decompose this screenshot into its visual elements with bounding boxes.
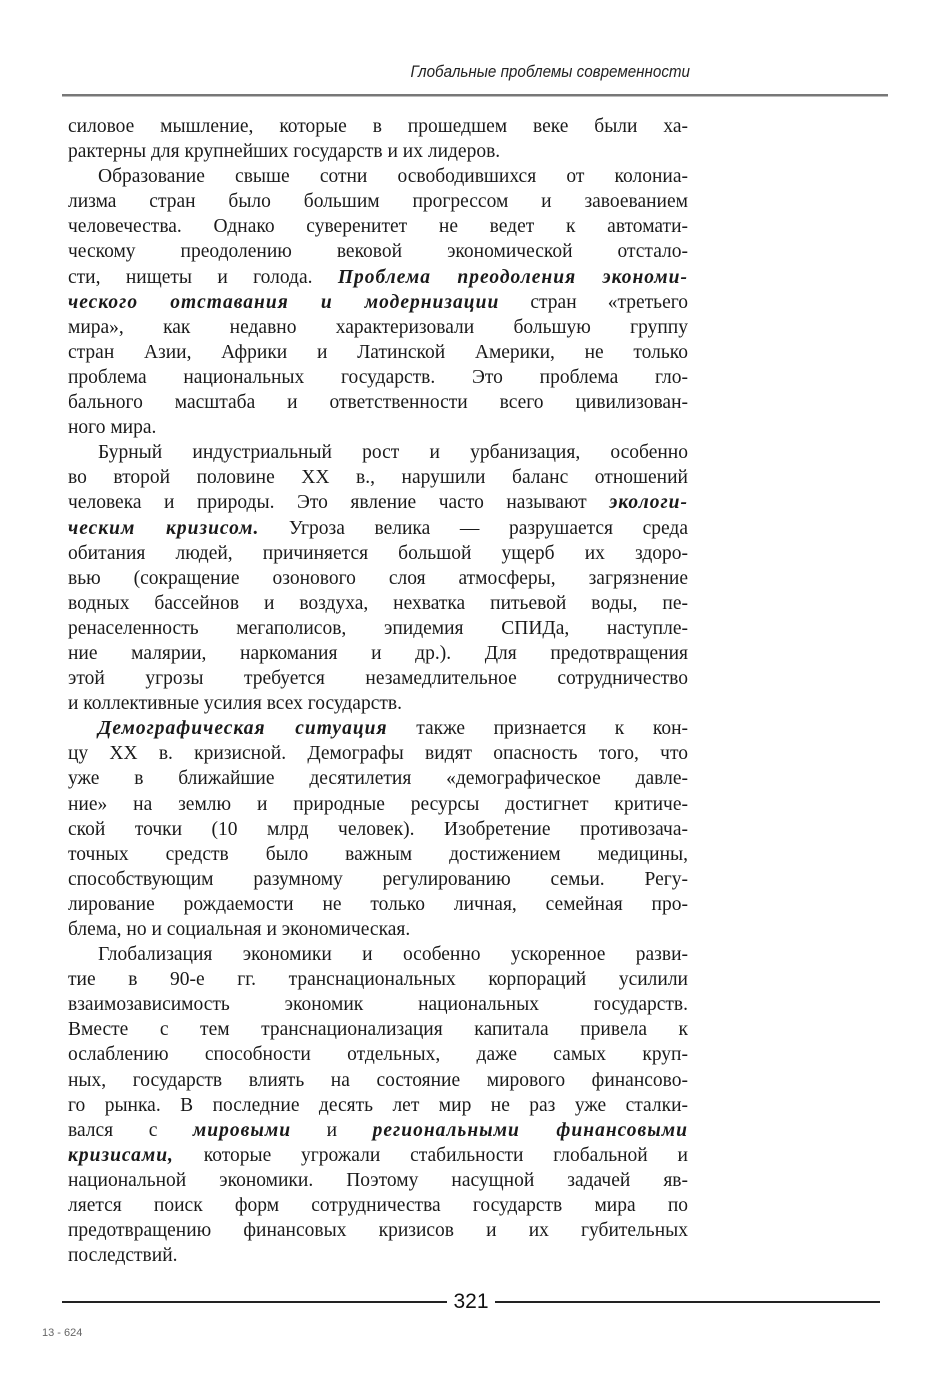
- text-span: во второй половине XX в., нарушили баланс отношений: [68, 467, 688, 489]
- text-span: ных, государств влиять на состояние мирового финансово-: [68, 1069, 688, 1091]
- text-line: [68, 1017, 688, 1042]
- emphasized-term: ческим кризисом.: [68, 517, 260, 539]
- text-line: [68, 766, 688, 791]
- paragraph: [68, 440, 688, 716]
- text-span: ного мира.: [68, 417, 157, 439]
- text-span: цу XX в. кризисной. Демографы видят опасность того, что: [68, 743, 688, 765]
- text-span: обитания людей, причиняется большой ущерб их здоро-: [68, 542, 688, 564]
- footer-rule-right: [495, 1301, 880, 1303]
- text-span: Угроза велика — разрушается среда: [259, 517, 688, 539]
- text-line: [68, 290, 688, 315]
- text-span: взаимозависимость экономик национальных государств.: [68, 994, 688, 1016]
- text-line: [68, 340, 688, 365]
- text-line: [68, 1042, 688, 1067]
- text-line: [68, 1243, 688, 1268]
- text-span: ской точки (10 млрд человек). Изобретение противозача-: [68, 818, 688, 840]
- text-span: точных средств было важным достижением медицины,: [68, 843, 688, 865]
- running-header: Глобальные проблемы современности: [410, 63, 690, 81]
- text-span: и: [291, 1119, 373, 1141]
- text-line: [68, 189, 688, 214]
- paragraph: [68, 164, 688, 440]
- text-span: мира», как недавно характеризовали большую группу: [68, 316, 688, 338]
- text-span: ние» на землю и природные ресурсы достигнет критиче-: [68, 793, 688, 815]
- text-span: предотвращению финансовых кризисов и их губительных: [68, 1220, 688, 1242]
- text-line: [68, 992, 688, 1017]
- text-span: вью (сокращение озонового слоя атмосферы, загрязнение: [68, 567, 688, 589]
- header-rule: [62, 94, 888, 97]
- text-line: [68, 490, 688, 515]
- text-line: [68, 817, 688, 842]
- text-line: [68, 1168, 688, 1193]
- text-span: рактерны для крупнейших государств и их лидеров.: [68, 141, 501, 163]
- text-span: лирование рождаемости не только личная, семейная про-: [68, 893, 688, 915]
- text-line: [68, 214, 688, 239]
- body-text: [68, 114, 688, 1268]
- text-line: [68, 415, 688, 440]
- emphasized-term: экологи-: [609, 492, 688, 514]
- text-span: сти, нищеты и голода.: [68, 266, 338, 288]
- text-line: [68, 1143, 688, 1168]
- text-span: бального масштаба и ответственности всего цивилизован-: [68, 392, 688, 414]
- text-span: силовое мышление, которые в прошедшем веке были ха-: [68, 116, 688, 137]
- text-line: [68, 716, 688, 741]
- text-line: [68, 139, 688, 164]
- text-line: [68, 1118, 688, 1143]
- emphasized-term: кризисами,: [68, 1144, 174, 1166]
- text-span: стран Азии, Африки и Латинской Америки, не только: [68, 341, 688, 363]
- paragraph: [68, 114, 688, 164]
- text-span: вался с: [68, 1119, 193, 1141]
- text-line: [68, 465, 688, 490]
- text-line: [68, 1068, 688, 1093]
- text-span: го рынка. В последние десять лет мир не раз уже сталки-: [68, 1094, 688, 1116]
- text-line: [68, 867, 688, 892]
- text-line: [68, 1193, 688, 1218]
- text-line: [68, 440, 688, 465]
- text-line: [68, 591, 688, 616]
- text-line: [68, 365, 688, 390]
- text-line: [68, 741, 688, 766]
- emphasized-term: мировыми: [192, 1119, 292, 1141]
- text-line: [68, 114, 688, 139]
- text-span: ренаселенность мегаполисов, эпидемия СПИДа, наступле-: [68, 617, 688, 639]
- text-span: Глобализация экономики и особенно ускоренное разви-: [98, 944, 688, 966]
- text-line: [68, 164, 688, 189]
- text-line: [68, 892, 688, 917]
- text-line: [68, 239, 688, 264]
- text-span: проблема национальных государств. Это проблема гло-: [68, 366, 688, 388]
- text-span: блема, но и социальная и экономическая.: [68, 919, 411, 940]
- footer-rule-left: [62, 1301, 447, 1303]
- text-line: [68, 1218, 688, 1243]
- text-span: Вместе с тем транснационализация капитала привела к: [68, 1019, 688, 1041]
- text-span: человека и природы. Это явление часто называют: [68, 492, 610, 514]
- text-line: [68, 942, 688, 967]
- page-number: 321: [453, 1290, 489, 1313]
- text-span: этой угрозы требуется незамедлительное сотрудничество: [68, 668, 688, 690]
- text-span: ляется поиск форм сотрудничества государств мира по: [68, 1195, 688, 1217]
- text-line: [68, 792, 688, 817]
- text-line: [68, 641, 688, 666]
- text-span: лизма стран было большим прогрессом и завоеванием: [68, 191, 688, 213]
- text-span: которые угрожали стабильности глобальной и: [173, 1144, 688, 1166]
- text-line: [68, 666, 688, 691]
- text-line: [68, 691, 688, 716]
- text-span: национальной экономики. Поэтому насущной задачей яв-: [68, 1169, 688, 1191]
- text-span: тие в 90-е гг. транснациональных корпораций усилили: [68, 969, 688, 991]
- text-line: [68, 541, 688, 566]
- text-span: уже в ближайшие десятилетия «демографическое давле-: [68, 768, 688, 790]
- text-span: ние малярии, наркомания и др.). Для предотвращения: [68, 642, 688, 664]
- text-line: [68, 265, 688, 290]
- text-span: стран «третьего: [499, 291, 688, 313]
- text-span: Бурный индустриальный рост и урбанизация, особенно: [98, 442, 688, 464]
- text-line: [68, 917, 688, 942]
- text-line: [68, 616, 688, 641]
- text-line: [68, 315, 688, 340]
- text-span: Образование свыше сотни освободившихся от колониа-: [98, 166, 688, 188]
- paragraph: [68, 942, 688, 1268]
- paragraph: [68, 716, 688, 942]
- emphasized-term: Демографическая ситуация: [98, 718, 388, 740]
- text-line: [68, 967, 688, 992]
- emphasized-term: Проблема преодоления экономи-: [337, 266, 688, 288]
- footer: [62, 1288, 880, 1316]
- text-span: последствий.: [68, 1245, 178, 1267]
- text-span: и коллективные усилия всех государств.: [68, 693, 402, 715]
- text-line: [68, 566, 688, 591]
- text-span: человечества. Однако суверенитет не ведет к автомати-: [68, 216, 688, 238]
- text-line: [68, 390, 688, 415]
- text-span: водных бассейнов и воздуха, нехватка питьевой воды, пе-: [68, 592, 688, 614]
- text-line: [68, 1093, 688, 1118]
- emphasized-term: ческого отставания и модернизации: [68, 291, 500, 313]
- text-span: также признается к кон-: [387, 718, 688, 740]
- text-line: [68, 516, 688, 541]
- text-span: ослаблению способности отдельных, даже самых круп-: [68, 1044, 688, 1066]
- printer-signature: 13 - 624: [42, 1327, 83, 1339]
- text-span: ческому преодолению вековой экономической отстало-: [68, 241, 688, 263]
- text-span: способствующим разумному регулированию семьи. Регу-: [68, 868, 688, 890]
- emphasized-term: региональными финансовыми: [372, 1119, 689, 1141]
- text-line: [68, 842, 688, 867]
